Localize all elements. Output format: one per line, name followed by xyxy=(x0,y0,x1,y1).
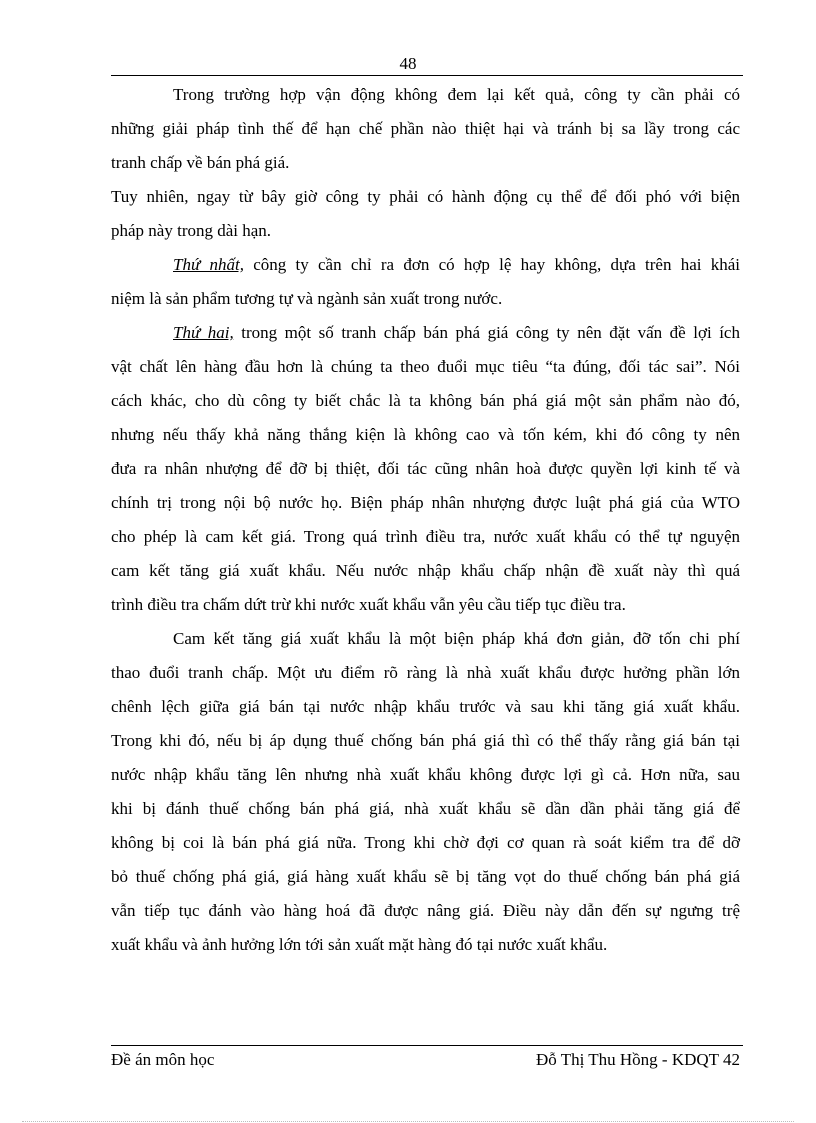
paragraph-5 xyxy=(111,622,740,962)
text-line: tranh chấp về bán phá giá. xyxy=(111,153,290,172)
text-line: Cam kết tăng giá xuất khẩu là một biện pháp khá đơn giản, đỡ tốn chi phí xyxy=(173,629,740,648)
paragraph-2 xyxy=(111,180,740,248)
text-line: thao đuổi tranh chấp. Một ưu điểm rõ ràng là nhà xuất khẩu được hưởng phần lớn xyxy=(111,663,740,682)
page-edge-divider xyxy=(22,1121,794,1122)
paragraph-lead: Thứ nhất, xyxy=(173,255,244,274)
text-line: không bị coi là bán phá giá nữa. Trong khi chờ đợi cơ quan rà soát kiểm tra để dỡ xyxy=(111,833,740,852)
text-line: đưa ra nhân nhượng để đỡ bị thiệt, đối tác cũng nhân hoà được quyền lợi kinh tế và xyxy=(111,459,740,478)
text-line: trình điều tra chấm dứt trừ khi nước xuất khẩu vẫn yêu cầu tiếp tục điều tra. xyxy=(111,595,626,614)
text-line: chênh lệch giữa giá bán tại nước nhập khẩu trước và sau khi tăng giá xuất khẩu. xyxy=(111,697,740,716)
text-line: những giải pháp tình thế để hạn chế phần nào thiệt hại và tránh bị sa lầy trong các xyxy=(111,119,740,138)
text-line: khi bị đánh thuế chống bán phá giá, nhà xuất khẩu sẽ dần dần phải tăng giá để xyxy=(111,799,740,818)
text-line-rest: trong một số tranh chấp bán phá giá công ty nên đặt vấn đề lợi ích xyxy=(233,323,740,342)
page-footer xyxy=(111,1049,740,1071)
text-line: vật chất lên hàng đầu hơn là chúng ta theo đuổi mục tiêu “ta đúng, đối tác sai”. Nói xyxy=(111,357,740,376)
footer-course-title: Đề án môn học xyxy=(111,1050,215,1069)
footer-rule xyxy=(111,1045,743,1046)
text-line-rest: công ty cần chỉ ra đơn có hợp lệ hay không, dựa trên hai khái xyxy=(243,255,740,274)
text-line: Trong khi đó, nếu bị áp dụng thuế chống bán phá giá thì có thể thấy rằng giá bán tại xyxy=(111,731,740,750)
text-line: niệm là sản phẩm tương tự và ngành sản xuất trong nước. xyxy=(111,289,503,308)
text-line: bỏ thuế chống phá giá, giá hàng xuất khẩu sẽ bị tăng vọt do thuế chống bán phá giá xyxy=(111,867,740,886)
page-number: 48 xyxy=(399,54,417,73)
text-line: chính trị trong nội bộ nước họ. Biện pháp nhân nhượng được luật phá giá của WTO xyxy=(111,493,740,512)
paragraph-1 xyxy=(111,78,740,180)
body-text xyxy=(111,78,740,962)
header-rule xyxy=(111,75,743,76)
paragraph-4 xyxy=(111,316,740,622)
text-line-with-lead xyxy=(111,316,740,350)
text-line: vẫn tiếp tục đánh vào hàng hoá đã được nâng giá. Điều này dẫn đến sự ngưng trệ xyxy=(111,901,740,920)
text-line: nhưng nếu thấy khả năng thắng kiện là không cao và tốn kém, khi đó công ty nên xyxy=(111,425,740,444)
paragraph-3 xyxy=(111,248,740,316)
text-line: cho phép là cam kết giá. Trong quá trình điều tra, nước xuất khẩu có thể tự nguyện xyxy=(111,527,740,546)
text-line: pháp này trong dài hạn. xyxy=(111,221,272,240)
text-line: cam kết tăng giá xuất khẩu. Nếu nước nhập khẩu chấp nhận đề xuất này thì quá xyxy=(111,561,740,580)
paragraph-lead: Thứ hai, xyxy=(173,323,234,342)
text-line: nước nhập khẩu tăng lên nhưng nhà xuất khẩu không được lợi gì cả. Hơn nữa, sau xyxy=(111,765,740,784)
footer-author: Đỗ Thị Thu Hồng - KDQT 42 xyxy=(536,1050,740,1069)
text-line: Trong trường hợp vận động không đem lại kết quả, công ty cần phải có xyxy=(173,85,740,104)
text-line: xuất khẩu và ảnh hưởng lớn tới sản xuất mặt hàng đó tại nước xuất khẩu. xyxy=(111,935,608,954)
text-line: cách khác, cho dù công ty biết chắc là ta không bán phá giá một sản phẩm nào đó, xyxy=(111,391,740,410)
text-line-with-lead xyxy=(111,248,740,282)
text-line: Tuy nhiên, ngay từ bây giờ công ty phải có hành động cụ thể để đối phó với biện xyxy=(111,187,740,206)
